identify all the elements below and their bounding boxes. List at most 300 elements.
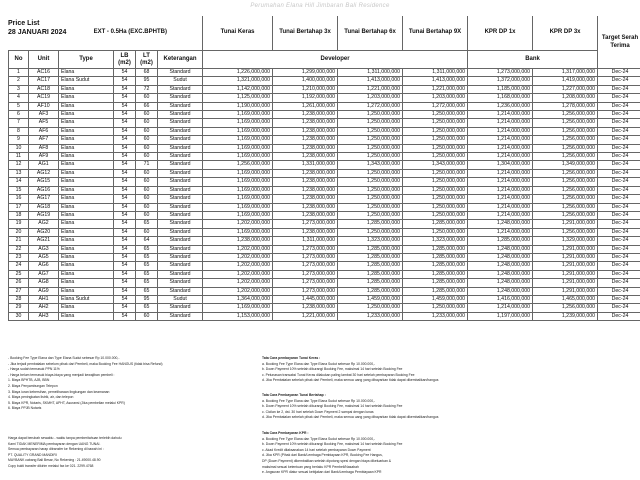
cell-k3: 1,278,000,000 (533, 102, 598, 110)
cell-st: Dec-24 (598, 94, 640, 102)
cell-k1: 1,214,000,000 (468, 119, 533, 127)
cell-lt: 72 (136, 85, 158, 93)
cell-st: Dec-24 (598, 220, 640, 228)
cell-k1: 1,214,000,000 (468, 144, 533, 152)
cell-t6: 1,250,000,000 (338, 153, 403, 161)
col-tunai-keras: Tunai Keras (203, 16, 273, 51)
cell-k1: 1,248,000,000 (468, 220, 533, 228)
cell-k1: 1,248,000,000 (468, 270, 533, 278)
cell-t3: 1,273,000,000 (273, 279, 338, 287)
cell-k3: 1,291,000,000 (533, 253, 598, 261)
cell-k1: 1,197,000,000 (468, 312, 533, 320)
cell-tk: 1,364,000,000 (203, 295, 273, 303)
cell-no: 18 (9, 211, 29, 219)
table-row (9, 245, 640, 253)
cell-type: Elana (59, 245, 114, 253)
cell-no: 1 (9, 69, 29, 77)
cell-t6: 1,250,000,000 (338, 304, 403, 312)
cell-k3: 1,256,000,000 (533, 119, 598, 127)
cell-t3: 1,273,000,000 (273, 262, 338, 270)
col-keterangan: Keterangan (158, 51, 203, 69)
cell-type: Elana (59, 102, 114, 110)
note-line: b. Down Payment 10% setelah dikurangi Booking Fee, maksimal 14 hari setelah Booking Fee (262, 367, 403, 372)
cell-t9: 1,250,000,000 (403, 186, 468, 194)
cell-st: Dec-24 (598, 127, 640, 135)
cell-st: Dec-24 (598, 111, 640, 119)
cell-lb: 54 (114, 228, 136, 236)
cell-lb: 54 (114, 153, 136, 161)
cell-st: Dec-24 (598, 253, 640, 261)
cell-k3: 1,329,000,000 (533, 237, 598, 245)
cell-t3: 1,238,000,000 (273, 203, 338, 211)
cell-k3: 1,256,000,000 (533, 127, 598, 135)
cell-t6: 1,285,000,000 (338, 270, 403, 278)
cell-unit: AG7 (29, 270, 59, 278)
cell-st: Dec-24 (598, 237, 640, 245)
cell-lb: 54 (114, 211, 136, 219)
cell-t9: 1,285,000,000 (403, 287, 468, 295)
cell-tk: 1,153,000,000 (203, 312, 273, 320)
cell-type: Elana (59, 195, 114, 203)
cell-t9: 1,285,000,000 (403, 270, 468, 278)
cell-t6: 1,272,000,000 (338, 102, 403, 110)
table-row (9, 237, 640, 245)
col-tunai-3x: Tunai Bertahap 3x (273, 16, 338, 51)
cell-ket: Standard (158, 153, 203, 161)
cell-ket: Standard (158, 186, 203, 194)
cell-type: Elana (59, 211, 114, 219)
cell-t6: 1,250,000,000 (338, 211, 403, 219)
cell-t9: 1,250,000,000 (403, 169, 468, 177)
cell-tk: 1,321,000,000 (203, 77, 273, 85)
cell-k1: 1,214,000,000 (468, 153, 533, 161)
cell-k3: 1,256,000,000 (533, 195, 598, 203)
cell-k3: 1,349,000,000 (533, 161, 598, 169)
cell-lt: 68 (136, 69, 158, 77)
cell-t3: 1,238,000,000 (273, 127, 338, 135)
note-line: d. Jika KPR (Pihak dari Bank/Lembaga Pembiayaan KPR, Booking Fee Hangus, (262, 453, 383, 458)
cell-st: Dec-24 (598, 77, 640, 85)
cell-lb: 54 (114, 295, 136, 303)
notes-tunai-keras-title: Tata Cara pembayaran Tunai Keras : (262, 356, 321, 360)
cell-k3: 1,291,000,000 (533, 220, 598, 228)
cell-tk: 1,202,000,000 (203, 270, 273, 278)
cell-st: Dec-24 (598, 161, 640, 169)
note-line: maksimal sesuai ketentuan yang berlaku KPR Pembeli/Nasabah (262, 464, 359, 469)
note-line: MAYBANK cabang Bali Besar, No Rekening : 21.49000.48.90 (8, 458, 101, 463)
cell-t6: 1,203,000,000 (338, 94, 403, 102)
note-line: c. Pelunasan transaksi Tunai Keras dilakukan paling lambat 30 hari setelah pembayaran Booking Fee (262, 372, 415, 377)
table-row (9, 144, 640, 152)
table-row (9, 127, 640, 135)
cell-no: 10 (9, 144, 29, 152)
cell-k1: 1,236,000,000 (468, 102, 533, 110)
col-kpr-1x: KPR DP 1x (468, 16, 533, 51)
cell-type: Elana (59, 111, 114, 119)
cell-unit: AH3 (29, 312, 59, 320)
table-row (9, 211, 640, 219)
cell-st: Dec-24 (598, 304, 640, 312)
cell-k1: 1,214,000,000 (468, 178, 533, 186)
table-row (9, 178, 640, 186)
cell-tk: 1,169,000,000 (203, 153, 273, 161)
cell-no: 2 (9, 77, 29, 85)
cell-st: Dec-24 (598, 178, 640, 186)
cell-tk: 1,226,000,000 (203, 69, 273, 77)
cell-no: 9 (9, 136, 29, 144)
cell-ket: Standard (158, 211, 203, 219)
cell-t6: 1,413,000,000 (338, 77, 403, 85)
cell-lb: 54 (114, 169, 136, 177)
note-line: a. Booking Fee Type Elana dan Type Elana Sudut sebesar Rp 10.000.000,- (262, 436, 376, 441)
cell-no: 30 (9, 312, 29, 320)
col-unit: Unit (29, 51, 59, 69)
cell-k3: 1,227,000,000 (533, 85, 598, 93)
cell-t3: 1,238,000,000 (273, 153, 338, 161)
cell-t3: 1,445,000,000 (273, 295, 338, 303)
cell-type: Elana (59, 253, 114, 261)
cell-tk: 1,169,000,000 (203, 169, 273, 177)
cell-k3: 1,208,000,000 (533, 94, 598, 102)
cell-t3: 1,273,000,000 (273, 245, 338, 253)
cell-lb: 54 (114, 237, 136, 245)
cell-unit: AF10 (29, 102, 59, 110)
cell-unit: AG20 (29, 228, 59, 236)
cell-lt: 60 (136, 153, 158, 161)
cell-t9: 1,221,000,000 (403, 85, 468, 93)
cell-lb: 54 (114, 253, 136, 261)
cell-t6: 1,323,000,000 (338, 237, 403, 245)
cell-lt: 60 (136, 195, 158, 203)
cell-k3: 1,256,000,000 (533, 144, 598, 152)
cell-ket: Standard (158, 69, 203, 77)
cell-unit: AG3 (29, 245, 59, 253)
cell-k3: 1,317,000,000 (533, 69, 598, 77)
note-line: d. Jika Pembatalan sebelah pihak dari Pembeli, maka semua uang yang dibayarkan tidak dapat dikembalikan/hangus (262, 378, 439, 383)
cell-t3: 1,238,000,000 (273, 144, 338, 152)
cell-lt: 60 (136, 228, 158, 236)
cell-k1: 1,214,000,000 (468, 111, 533, 119)
cell-t3: 1,238,000,000 (273, 119, 338, 127)
cell-ket: Standard (158, 195, 203, 203)
cell-lt: 60 (136, 211, 158, 219)
cell-lt: 60 (136, 119, 158, 127)
cell-t9: 1,272,000,000 (403, 102, 468, 110)
cell-lt: 60 (136, 136, 158, 144)
cell-k1: 1,248,000,000 (468, 253, 533, 261)
note-line: c. Akad Kredit dilaksanakan 14 hari setelah pembayaran Down Payment (262, 447, 371, 452)
table-row (9, 287, 640, 295)
cell-k1: 1,214,000,000 (468, 169, 533, 177)
cell-ket: Standard (158, 203, 203, 211)
cell-k3: 1,256,000,000 (533, 228, 598, 236)
cell-k3: 1,239,000,000 (533, 312, 598, 320)
cell-k1: 1,248,000,000 (468, 287, 533, 295)
col-no: No (9, 51, 29, 69)
cell-unit: AG21 (29, 237, 59, 245)
cell-k1: 1,416,000,000 (468, 295, 533, 303)
cell-st: Dec-24 (598, 169, 640, 177)
cell-type: Elana (59, 178, 114, 186)
cell-lb: 54 (114, 312, 136, 320)
cell-t6: 1,250,000,000 (338, 228, 403, 236)
cell-t3: 1,273,000,000 (273, 253, 338, 261)
cell-t6: 1,250,000,000 (338, 169, 403, 177)
notes-kpr-title: Tata Cara Pembayaran KPR : (262, 431, 309, 435)
cell-tk: 1,169,000,000 (203, 203, 273, 211)
cell-ket: Standard (158, 136, 203, 144)
cell-no: 15 (9, 186, 29, 194)
cell-no: 7 (9, 119, 29, 127)
cell-t6: 1,250,000,000 (338, 136, 403, 144)
cell-t6: 1,285,000,000 (338, 279, 403, 287)
cell-k3: 1,256,000,000 (533, 178, 598, 186)
cell-unit: AF6 (29, 127, 59, 135)
cell-t6: 1,250,000,000 (338, 127, 403, 135)
cell-lt: 60 (136, 186, 158, 194)
cell-tk: 1,169,000,000 (203, 186, 273, 194)
cell-no: 14 (9, 178, 29, 186)
cell-tk: 1,202,000,000 (203, 253, 273, 261)
cell-t3: 1,261,000,000 (273, 102, 338, 110)
cell-t9: 1,285,000,000 (403, 245, 468, 253)
note-line: Semua pembayaran harap ditransfer ke Rekening di bawah ini : (8, 447, 104, 452)
cell-k3: 1,291,000,000 (533, 287, 598, 295)
cell-lt: 65 (136, 304, 158, 312)
cell-lb: 54 (114, 102, 136, 110)
cell-lt: 60 (136, 144, 158, 152)
cell-no: 24 (9, 262, 29, 270)
cell-type: Elana (59, 237, 114, 245)
cell-ket: Standard (158, 253, 203, 261)
cell-type: Elana (59, 85, 114, 93)
cell-ket: Standard (158, 220, 203, 228)
cell-unit: AG6 (29, 262, 59, 270)
cell-t6: 1,233,000,000 (338, 312, 403, 320)
cell-unit: AG5 (29, 253, 59, 261)
cell-st: Dec-24 (598, 85, 640, 93)
table-row (9, 304, 640, 312)
cell-no: 20 (9, 228, 29, 236)
cell-st: Dec-24 (598, 279, 640, 287)
cell-type: Elana (59, 69, 114, 77)
cell-st: Dec-24 (598, 144, 640, 152)
cell-lt: 60 (136, 111, 158, 119)
cell-tk: 1,169,000,000 (203, 144, 273, 152)
cell-ket: Standard (158, 102, 203, 110)
cell-k3: 1,256,000,000 (533, 186, 598, 194)
col-kpr-3x: KPR DP 3x (533, 16, 598, 51)
notes-tunai-bertahap (262, 393, 438, 421)
cell-ket: Standard (158, 304, 203, 312)
cell-k3: 1,291,000,000 (533, 279, 598, 287)
table-row (9, 220, 640, 228)
cell-type: Elana (59, 161, 114, 169)
cell-t9: 1,250,000,000 (403, 136, 468, 144)
cell-k3: 1,256,000,000 (533, 153, 598, 161)
cell-t3: 1,273,000,000 (273, 287, 338, 295)
header-row-1 (9, 16, 640, 51)
cell-unit: AF7 (29, 136, 59, 144)
table-row (9, 153, 640, 161)
cell-type: Elana (59, 186, 114, 194)
note-line: Harga dapat berubah sewaktu - waktu tanpa pemberitahuan terlebih dahulu (8, 436, 122, 440)
cell-type: Elana (59, 270, 114, 278)
cell-k1: 1,285,000,000 (468, 237, 533, 245)
cell-lb: 54 (114, 304, 136, 312)
cell-type: Elana Sudut (59, 77, 114, 85)
cell-st: Dec-24 (598, 136, 640, 144)
cell-st: Dec-24 (598, 102, 640, 110)
table-row (9, 203, 640, 211)
cell-ket: Sudut (158, 77, 203, 85)
cell-st: Dec-24 (598, 203, 640, 211)
cell-lt: 65 (136, 262, 158, 270)
cell-unit: AG16 (29, 186, 59, 194)
cell-tk: 1,169,000,000 (203, 228, 273, 236)
cell-no: 13 (9, 169, 29, 177)
note-line: d. Jika Pembatalan sebelah pihak dari Pembeli, maka semua uang yang dibayarkan tidak dapat dikembalikan/hangus (262, 415, 439, 420)
cell-unit: AG18 (29, 203, 59, 211)
cell-t9: 1,203,000,000 (403, 94, 468, 102)
note-line: a. Booking Fee Type Elana dan Type Elana Sudut sebesar Rp 10.000.000,- (262, 398, 376, 403)
cell-st: Dec-24 (598, 195, 640, 203)
cell-lb: 54 (114, 77, 136, 85)
cell-unit: AG17 (29, 195, 59, 203)
cell-type: Elana (59, 136, 114, 144)
cell-no: 11 (9, 153, 29, 161)
table-row (9, 262, 640, 270)
cell-ket: Standard (158, 127, 203, 135)
cell-st: Dec-24 (598, 119, 640, 127)
cell-t9: 1,250,000,000 (403, 119, 468, 127)
price-list-date: 28 JANUARI 2024 (8, 29, 67, 36)
table-row (9, 295, 640, 303)
cell-t6: 1,285,000,000 (338, 253, 403, 261)
note-line: 3. Biaya iuran kebersihan, pemeliharaan lingkungan dan keamanan (8, 389, 110, 394)
cell-k3: 1,465,000,000 (533, 295, 598, 303)
cell-type: Elana (59, 279, 114, 287)
cell-ket: Standard (158, 270, 203, 278)
note-line: Copy bukti transfer dikirim melalui fax ke 021. 2299.4768 (8, 463, 94, 468)
table-row (9, 161, 640, 169)
note-line: 6. Biaya PPJB Notaris (8, 406, 42, 411)
cell-lt: 65 (136, 270, 158, 278)
table-row (9, 279, 640, 287)
cell-type: Elana (59, 304, 114, 312)
cell-t3: 1,238,000,000 (273, 178, 338, 186)
cell-tk: 1,202,000,000 (203, 287, 273, 295)
col-target: Target Serah Terima (598, 16, 640, 69)
cell-t3: 1,210,000,000 (273, 85, 338, 93)
cell-t6: 1,459,000,000 (338, 295, 403, 303)
cell-st: Dec-24 (598, 287, 640, 295)
cell-t9: 1,285,000,000 (403, 262, 468, 270)
cell-t6: 1,285,000,000 (338, 287, 403, 295)
cell-lb: 54 (114, 270, 136, 278)
cell-t6: 1,285,000,000 (338, 262, 403, 270)
cell-k1: 1,214,000,000 (468, 304, 533, 312)
cell-tk: 1,125,000,000 (203, 94, 273, 102)
cell-k1: 1,214,000,000 (468, 136, 533, 144)
cell-t3: 1,238,000,000 (273, 228, 338, 236)
group-developer: Developer (203, 51, 468, 69)
cell-unit: AF9 (29, 153, 59, 161)
table-row (9, 169, 640, 177)
note-line: 1. Biaya BPHTB, AJB, BBN (8, 378, 50, 383)
cell-no: 6 (9, 111, 29, 119)
cell-type: Elana (59, 144, 114, 152)
cell-lt: 65 (136, 245, 158, 253)
cell-ket: Standard (158, 119, 203, 127)
table-row (9, 102, 640, 110)
cell-lt: 60 (136, 169, 158, 177)
cell-tk: 1,202,000,000 (203, 279, 273, 287)
cell-t9: 1,285,000,000 (403, 253, 468, 261)
table-row (9, 111, 640, 119)
table-row (9, 312, 640, 320)
cell-tk: 1,202,000,000 (203, 220, 273, 228)
cell-t6: 1,285,000,000 (338, 245, 403, 253)
cell-lb: 54 (114, 127, 136, 135)
cell-tk: 1,202,000,000 (203, 245, 273, 253)
cell-lb: 54 (114, 85, 136, 93)
cell-no: 26 (9, 279, 29, 287)
cell-k3: 1,256,000,000 (533, 304, 598, 312)
cell-unit: AG12 (29, 169, 59, 177)
cell-type: Elana (59, 119, 114, 127)
cell-unit: AG19 (29, 211, 59, 219)
cell-lt: 64 (136, 237, 158, 245)
cell-no: 3 (9, 85, 29, 93)
cell-t3: 1,238,000,000 (273, 195, 338, 203)
cell-type: Elana (59, 312, 114, 320)
cell-k1: 1,248,000,000 (468, 279, 533, 287)
cell-ket: Standard (158, 245, 203, 253)
cell-tk: 1,202,000,000 (203, 262, 273, 270)
cell-lb: 54 (114, 186, 136, 194)
note-line: b. Down Payment 10% setelah dikurangi Booking Fee, maksimal 14 hari setelah Booking Fee (262, 442, 403, 447)
cell-no: 5 (9, 102, 29, 110)
cell-unit: AH2 (29, 304, 59, 312)
cell-t3: 1,238,000,000 (273, 169, 338, 177)
cell-ket: Standard (158, 279, 203, 287)
table-row (9, 69, 640, 77)
cell-k3: 1,256,000,000 (533, 211, 598, 219)
cell-unit: AG15 (29, 178, 59, 186)
table-row (9, 119, 640, 127)
cell-t9: 1,250,000,000 (403, 178, 468, 186)
cell-lt: 71 (136, 161, 158, 169)
cell-t9: 1,250,000,000 (403, 304, 468, 312)
cell-t9: 1,285,000,000 (403, 220, 468, 228)
cell-lt: 60 (136, 312, 158, 320)
note-line: - Harga belum termasuk biaya-biaya yang menjadi kewajiban pembeli : (8, 372, 115, 377)
table-row (9, 228, 640, 236)
cell-t9: 1,233,000,000 (403, 312, 468, 320)
cell-no: 12 (9, 161, 29, 169)
price-table (8, 16, 640, 321)
cell-lb: 54 (114, 287, 136, 295)
cell-no: 17 (9, 203, 29, 211)
cell-t9: 1,250,000,000 (403, 195, 468, 203)
cell-type: Elana (59, 153, 114, 161)
cell-k3: 1,419,000,000 (533, 77, 598, 85)
cell-t6: 1,311,000,000 (338, 69, 403, 77)
table-row (9, 195, 640, 203)
cell-unit: AC18 (29, 85, 59, 93)
cell-st: Dec-24 (598, 228, 640, 236)
